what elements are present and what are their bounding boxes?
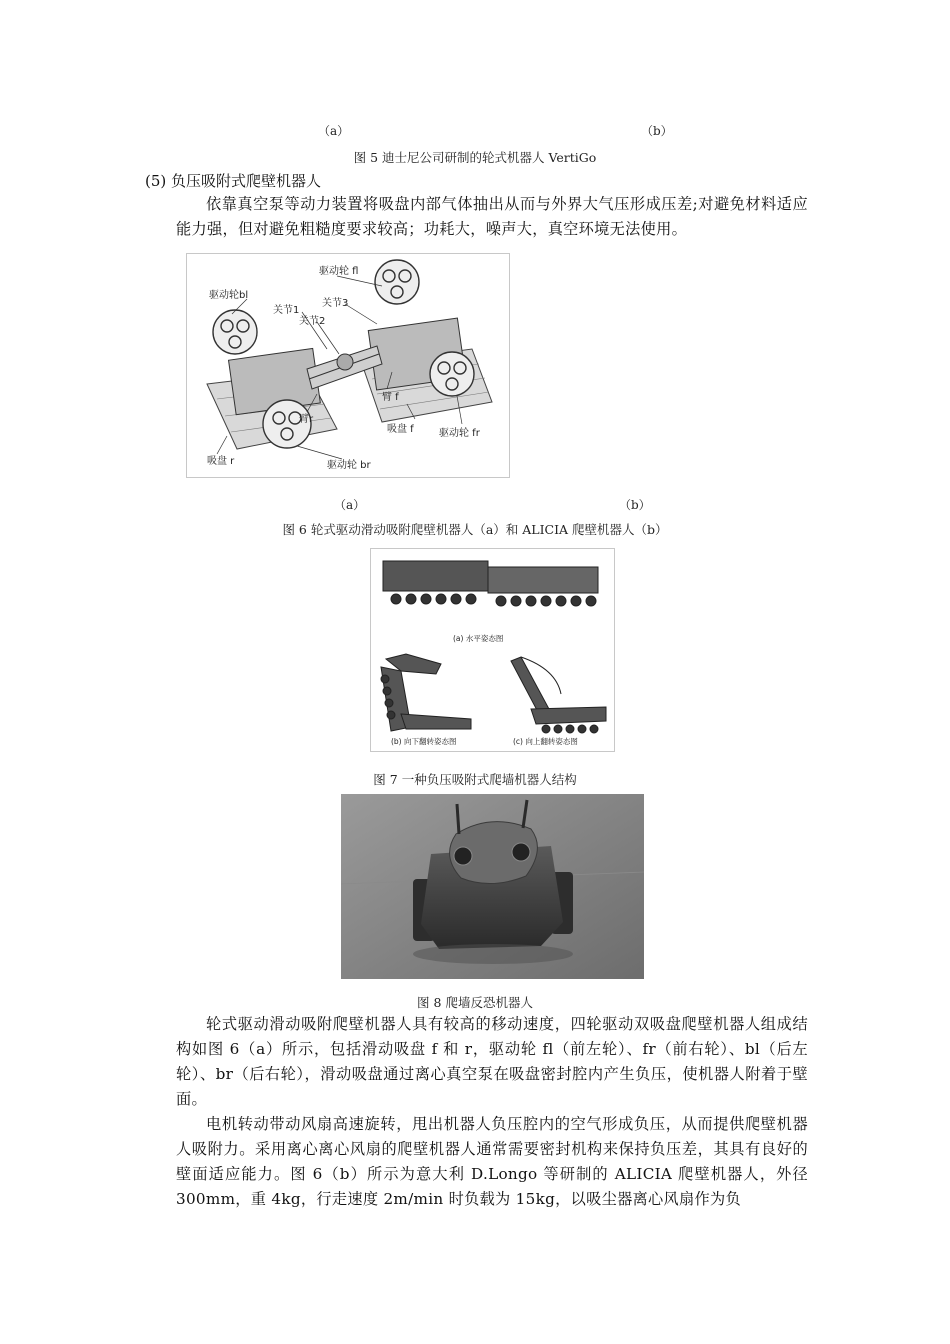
label-arm-f: 臂 f bbox=[382, 392, 399, 403]
fig5-caption: 图 5 迪士尼公司研制的轮式机器人 VertiGo bbox=[353, 150, 597, 165]
fig6-caption: 图 6 轮式驱动滑动吸附爬壁机器人（a）和 ALICIA 爬壁机器人（b） bbox=[282, 522, 668, 537]
label-arm-r: 臂r bbox=[299, 414, 314, 425]
section-heading: (5) 负压吸附式爬壁机器人 bbox=[145, 172, 322, 190]
body-paragraph-2: 电机转动带动风扇高速旋转，甩出机器人负压腔内的空气形成负压，从而提供爬壁机器人吸附力。采用离心离心风扇的爬壁机器人通常需要密封机构来保持负压差，其具有良好的壁面适应能力。图 6（b）所示为意大利 D.Longo 等研制的 ALICIA 爬壁机器人，外径 300mm，重 4kg，行走速度 2m/min 时负载为 15kg，以吸尘器离心风扇作为负 bbox=[176, 1115, 808, 1208]
fig6-diagram bbox=[186, 253, 510, 478]
fig6-sublabel-a: （a） bbox=[334, 498, 366, 512]
fig5-sublabel-b: （b） bbox=[641, 124, 673, 138]
fig8-caption: 图 8 爬墙反恐机器人 bbox=[417, 995, 533, 1010]
label-fr: 驱动轮 fr bbox=[439, 428, 480, 439]
label-horizontal: (a) 水平姿态图 bbox=[453, 634, 504, 643]
robot-posture-drawing bbox=[371, 549, 614, 751]
fig7-caption: 图 7 一种负压吸附式爬墙机器人结构 bbox=[373, 772, 577, 787]
label-suction-r: 吸盘 r bbox=[207, 456, 235, 467]
label-suction-f: 吸盘 f bbox=[387, 424, 414, 435]
counter-terror-robot-photo bbox=[341, 794, 644, 979]
label-fl: 驱动轮 fl bbox=[319, 266, 359, 277]
fig6-sublabel-b: （b） bbox=[619, 498, 651, 512]
fig7-diagram bbox=[370, 548, 615, 752]
fig8-photo bbox=[341, 794, 644, 979]
label-j2: 关节2 bbox=[299, 316, 326, 327]
fig5-sublabel-a: （a） bbox=[318, 124, 350, 138]
label-j1: 关节1 bbox=[273, 305, 300, 316]
body-paragraph-1: 轮式驱动滑动吸附爬壁机器人具有较高的移动速度，四轮驱动双吸盘爬壁机器人组成结构如图 6（a）所示，包括滑动吸盘 f 和 r，驱动轮 fl（前左轮）、fr（前右轮）、bl（后左轮）、br（后右轮），滑动吸盘通过离心真空泵在吸盘密封腔内产生负压，使机器人附着于壁面。 bbox=[176, 1015, 808, 1108]
label-down-flip: (b) 向下翻转姿态图 bbox=[391, 737, 457, 746]
section-paragraph: 依靠真空泵等动力装置将吸盘内部气体抽出从而与外界大气压形成压差;对避免材料适应能力强，但对避免粗糙度要求较高；功耗大，噪声大，真空环境无法使用。 bbox=[176, 195, 808, 238]
label-br: 驱动轮 br bbox=[327, 460, 371, 471]
label-j3: 关节3 bbox=[322, 298, 349, 309]
label-up-flip: (c) 向上翻转姿态图 bbox=[513, 737, 578, 746]
label-bl: 驱动轮bl bbox=[209, 290, 249, 301]
wall-climbing-robot-drawing bbox=[187, 254, 509, 477]
